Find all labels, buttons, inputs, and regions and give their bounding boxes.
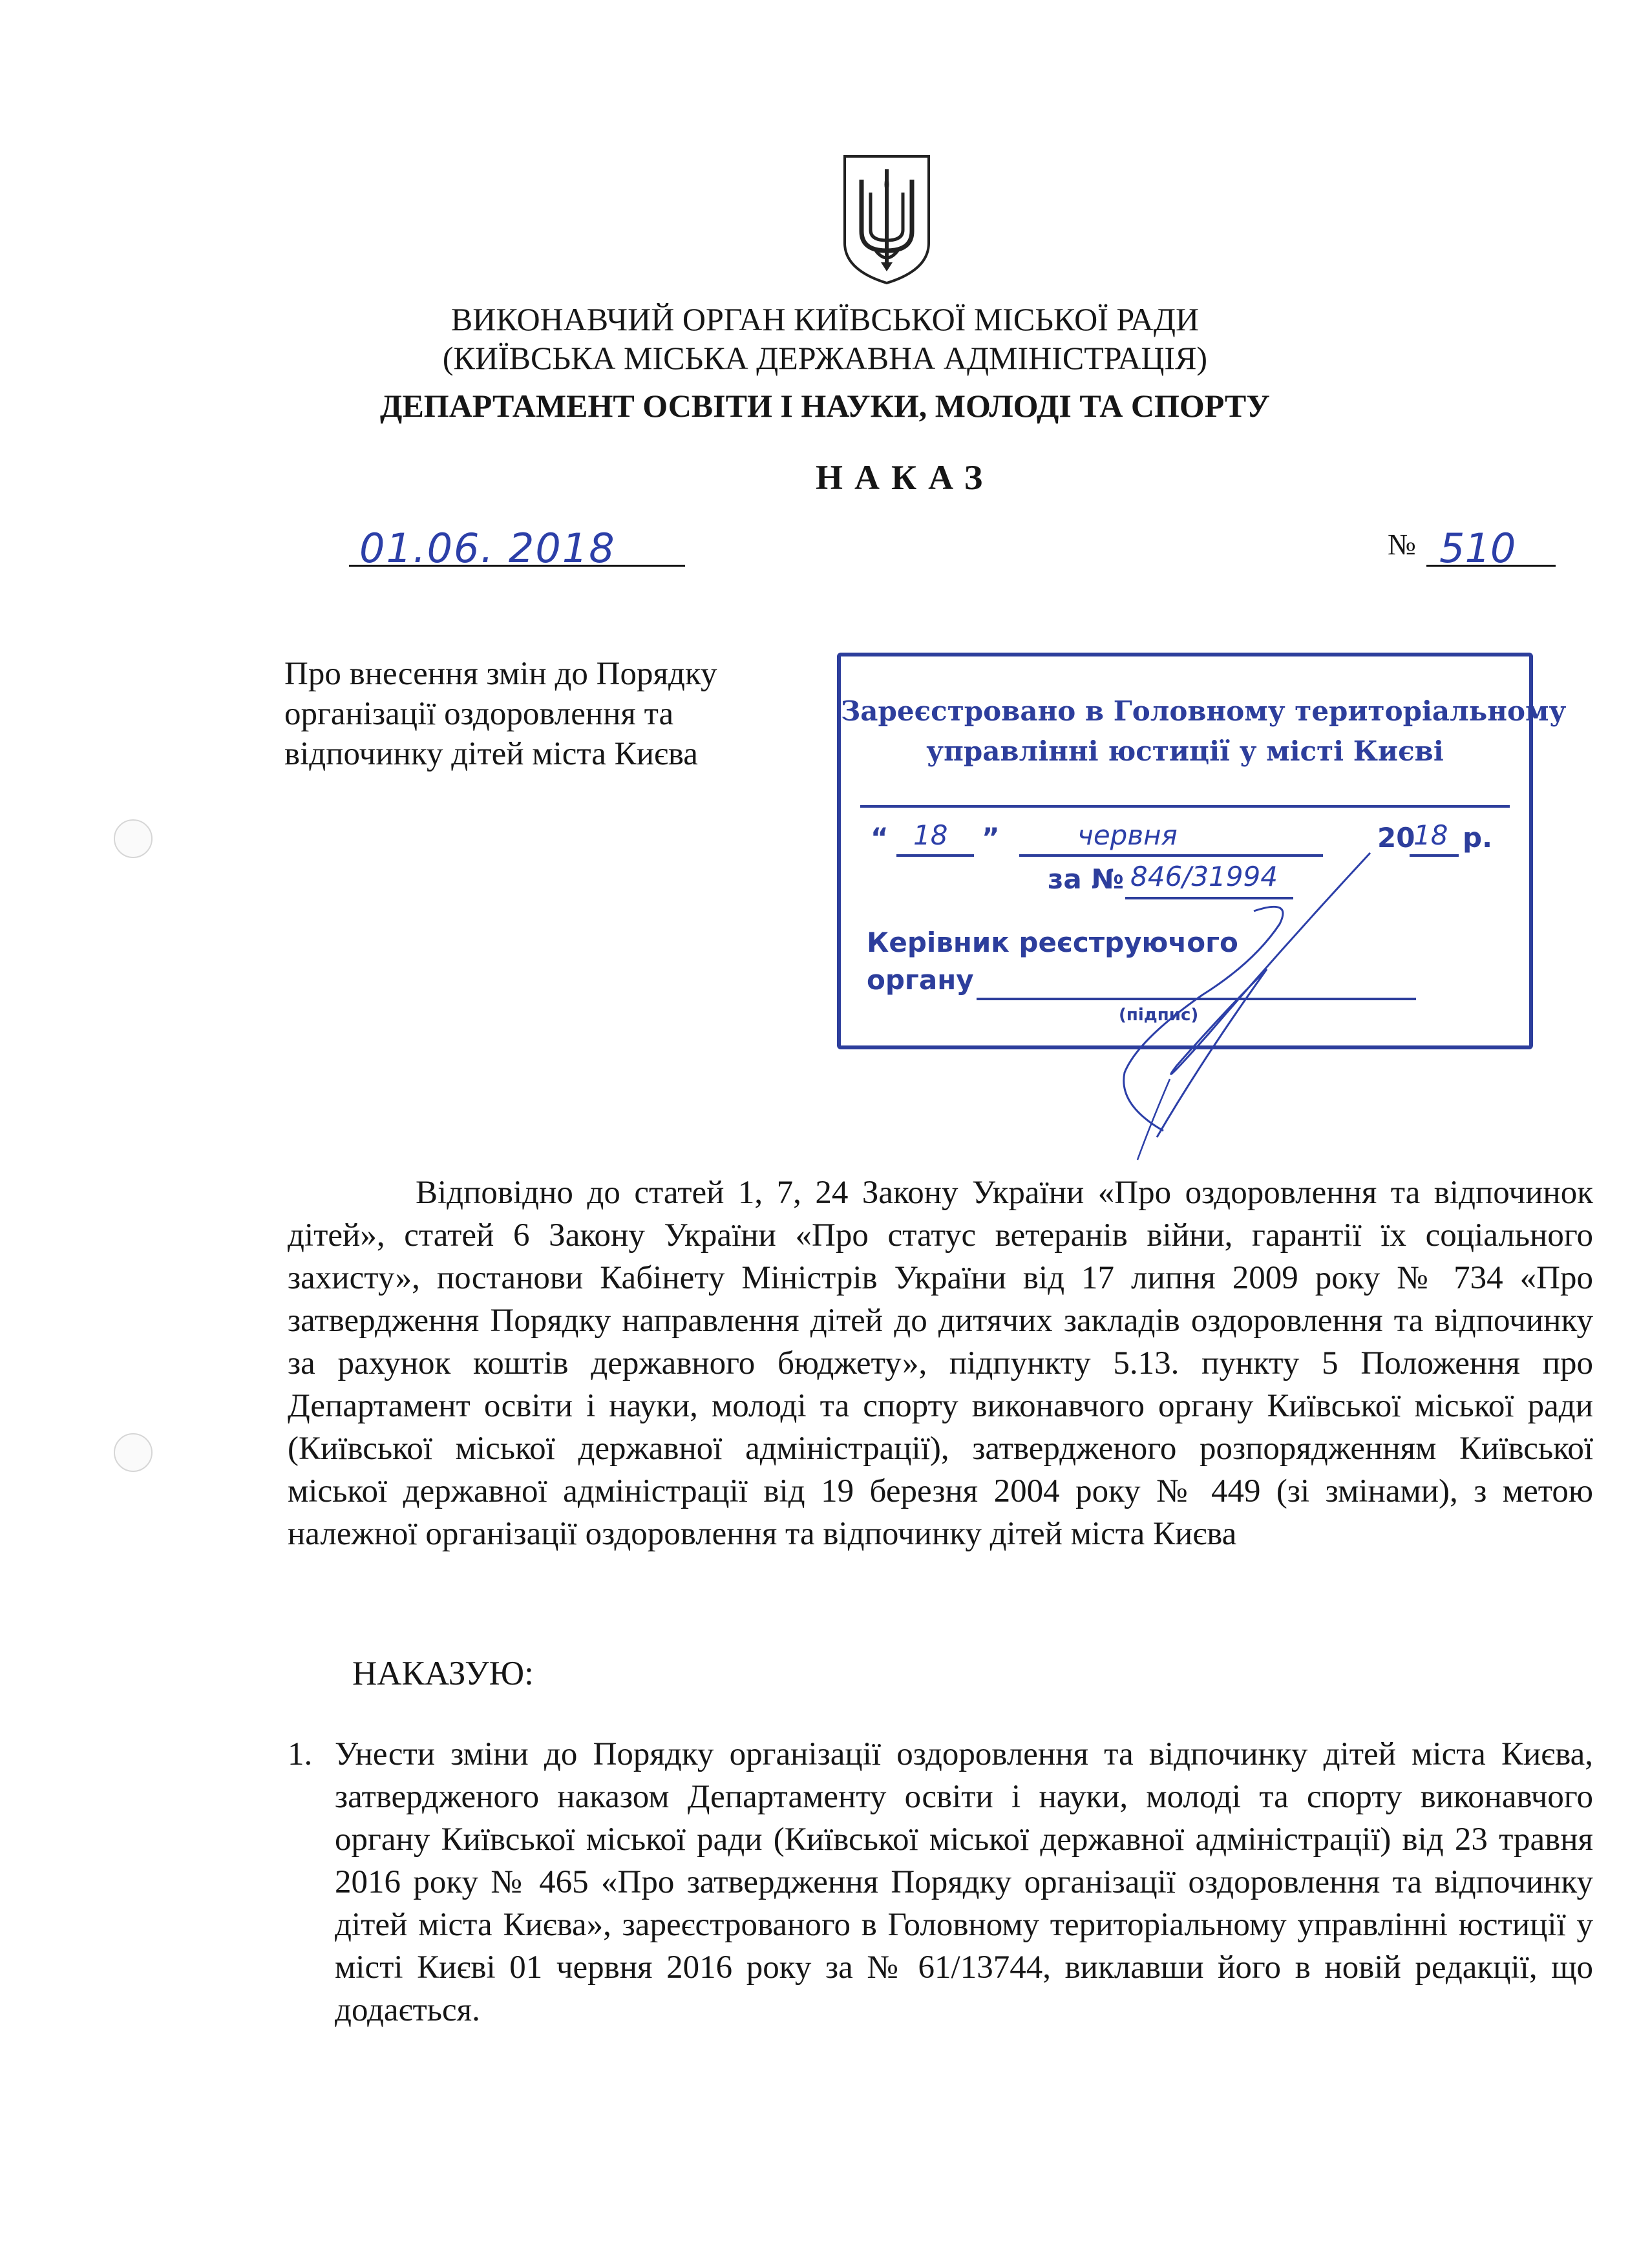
number-handwritten: 510: [1439, 525, 1516, 572]
number-field: [1426, 525, 1556, 572]
date-handwritten: 01.06. 2018: [359, 525, 616, 572]
stamp-line-1: Зареєстровано в Головному територіальному: [841, 695, 1567, 727]
stamp-head-label-2: органу: [867, 964, 974, 996]
document-title: НАКАЗ: [816, 458, 995, 497]
stamp-year-unit: р.: [1463, 822, 1493, 854]
subject-line-2: організації оздоровлення та: [284, 696, 674, 732]
stamp-year-prefix: 20: [1377, 822, 1415, 854]
preamble-paragraph: Відповідно до статей 1, 7, 24 Закону України «Про оздоровлення та відпочинок дітей», статей 6 Закону України «Про статус ветеранів війни, гарантії їх соціального захисту», постанови Кабінету Міністрів України від 17 липня 2009 року № 734 «Про затвердження Порядку направлення дітей до дитячих закладів оздоровлення та відпочинку за рахунок коштів державного бюджету», підпункту 5.13. пункту 5 Положення про Департамент освіти і науки, молоді та спорту виконавчого органу Київської міської ради (Київської міської державної адміністрації), затвердженого розпорядженням Київської міської державної адміністрації від 19 березня 2004 року № 449 (зі змінами), з метою належної організації оздоровлення та відпочинку дітей міста Києва: [288, 1175, 1593, 1552]
stamp-head-label-1: Керівник реєструючого: [867, 927, 1238, 958]
subject-line-3: відпочинку дітей міста Києва: [284, 736, 698, 772]
stamp-day: 18: [913, 819, 948, 851]
subject-line-1: Про внесення змін до Порядку: [284, 656, 717, 692]
punch-hole-top: [114, 819, 153, 858]
header-line-1: ВИКОНАВЧИЙ ОРГАН КИЇВСЬКОЇ МІСЬКОЇ РАДИ: [450, 301, 1200, 337]
item-text: Унести зміни до Порядку організації оздоровлення та відпочинку дітей міста Києва, затвердженого наказом Департаменту освіти і науки, молоді та спорту виконавчого органу Київської міської ради (Київської міської державної адміністрації) від 23 травня 2016 року № 465 «Про затвердження Порядку організації оздоровлення та відпочинку дітей міста Києва», зареєстрованого в Головному територіальному управлінні юстиції у місті Києві 01 червня 2016 року за № 61/13744, виклавши його в новій редакції, що додається.: [335, 1736, 1593, 2028]
order-word: НАКАЗУЮ:: [352, 1655, 534, 1692]
stamp-quote-close: ”: [982, 822, 1000, 854]
stamp-day-line: [896, 854, 974, 857]
stamp-year-suffix: 18: [1413, 819, 1448, 851]
stamp-month: червня: [1077, 819, 1178, 851]
handwritten-signature: [1008, 801, 1409, 1163]
document-subject: [284, 654, 717, 774]
stamp-quote-open: “: [871, 822, 889, 854]
number-label: №: [1388, 528, 1416, 561]
header-line-2: (КИЇВСЬКА МІСЬКА ДЕРЖАВНА АДМІНІСТРАЦІЯ): [442, 340, 1208, 376]
date-field: [349, 525, 685, 572]
item-number: 1.: [288, 1736, 313, 1772]
punch-hole-bottom: [114, 1433, 153, 1472]
stamp-year-line: [1410, 854, 1459, 857]
coat-of-arms-icon: [842, 154, 931, 286]
stamp-signature-note: (підпис): [1119, 1005, 1199, 1025]
stamp-reg-label: за №: [1048, 863, 1124, 895]
stamp-reg-number: 846/31994: [1130, 861, 1278, 892]
stamp-line-2: управлінні юстиції у місті Києві: [926, 735, 1444, 767]
header-department: ДЕПАРТАМЕНТ ОСВІТИ І НАУКИ, МОЛОДІ ТА СПОРТУ: [380, 388, 1270, 424]
